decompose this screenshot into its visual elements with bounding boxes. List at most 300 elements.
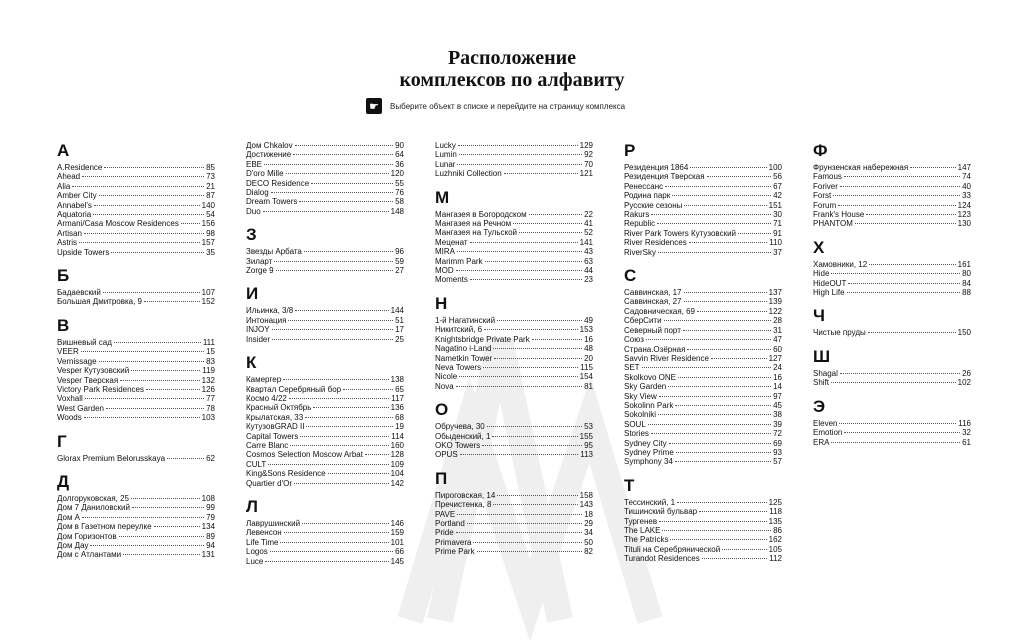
dot-leader (668, 386, 771, 387)
complex-link[interactable] (246, 335, 404, 344)
complex-link[interactable] (57, 550, 215, 559)
page-number: 137 (768, 288, 782, 298)
complex-link[interactable] (813, 269, 971, 278)
complex-name: DECO Residence (246, 178, 310, 188)
complex-link[interactable] (57, 366, 215, 375)
dot-leader (268, 464, 388, 465)
dot-leader (657, 223, 771, 224)
complex-link[interactable] (246, 141, 404, 150)
complex-link[interactable] (435, 238, 593, 247)
page-number: 95 (584, 440, 593, 450)
dot-leader (82, 517, 204, 518)
complex-name: Дом Chkalov (246, 141, 293, 150)
complex-link[interactable] (57, 248, 215, 257)
complex-link[interactable] (246, 207, 404, 216)
complex-link[interactable] (435, 316, 593, 325)
page-number: 56 (773, 172, 782, 182)
dot-leader (146, 389, 200, 390)
complex-link[interactable] (813, 260, 971, 269)
complex-link[interactable] (813, 288, 971, 297)
page-title: Расположение (447, 47, 577, 69)
complex-link[interactable] (57, 219, 215, 228)
complex-link[interactable] (246, 257, 404, 266)
index-section (435, 294, 593, 391)
complex-link[interactable] (246, 375, 404, 384)
hint-text: Выберите объект в списке и перейдите на страницу комплекса (390, 101, 626, 111)
complex-link[interactable] (624, 288, 782, 297)
complex-link[interactable] (246, 247, 404, 256)
page-number: 19 (395, 422, 404, 432)
index-section (624, 476, 782, 564)
dot-leader (276, 270, 394, 271)
complex-link[interactable] (813, 369, 971, 378)
complex-link[interactable] (246, 150, 404, 159)
page-number: 154 (579, 372, 593, 382)
dot-leader (699, 511, 767, 512)
complex-link[interactable] (624, 248, 782, 257)
dot-leader (111, 252, 204, 253)
complex-name: The LAKE (624, 526, 661, 535)
complex-link[interactable] (435, 519, 593, 528)
complex-link[interactable] (624, 182, 782, 191)
complex-link[interactable] (813, 419, 971, 428)
complex-link[interactable] (246, 557, 404, 566)
index-section (813, 306, 971, 337)
complex-link[interactable] (624, 401, 782, 410)
complex-link[interactable] (813, 219, 971, 228)
complex-link[interactable] (624, 526, 782, 535)
complex-link[interactable] (624, 410, 782, 419)
index-section (246, 353, 404, 488)
complex-name: Фрунзенская набережная (813, 163, 909, 172)
page-number: 132 (201, 375, 215, 385)
page-number: 109 (390, 459, 404, 469)
complex-link[interactable] (435, 275, 593, 284)
complex-link[interactable] (57, 503, 215, 512)
page-number: 77 (206, 394, 215, 404)
dot-leader (293, 154, 393, 155)
complex-link[interactable] (57, 522, 215, 531)
dot-leader (487, 426, 582, 427)
complex-name: Sokolniki (624, 410, 657, 420)
complex-link[interactable] (813, 172, 971, 181)
page-number: 23 (584, 275, 593, 285)
complex-link[interactable] (57, 172, 215, 181)
complex-link[interactable] (624, 507, 782, 516)
complex-link[interactable] (435, 160, 593, 169)
complex-name: Квартал Серебряный бор (246, 384, 342, 394)
index-column-3 (435, 141, 593, 566)
complex-name: Stories (624, 429, 649, 439)
complex-name: Мангазея на Речном (435, 219, 512, 229)
dot-leader (519, 232, 582, 233)
complex-link[interactable] (246, 325, 404, 334)
dot-leader (711, 358, 767, 359)
complex-name: Nova (435, 381, 454, 391)
complex-link[interactable] (624, 448, 782, 457)
complex-link[interactable] (813, 279, 971, 288)
dot-leader (132, 507, 204, 508)
page-number: 158 (579, 490, 593, 500)
dot-leader (868, 332, 956, 333)
dot-leader (311, 183, 393, 184)
complex-name: Portland (435, 518, 465, 528)
dot-leader (84, 417, 200, 418)
complex-link[interactable] (624, 545, 782, 554)
page-number: 127 (768, 353, 782, 363)
complex-name: Дом А (57, 512, 81, 522)
dot-leader (104, 167, 204, 168)
complex-link[interactable] (435, 510, 593, 519)
page-number: 74 (962, 172, 971, 182)
complex-link[interactable] (435, 335, 593, 344)
complex-name: Долгоруковская, 25 (57, 493, 129, 503)
complex-link[interactable] (813, 210, 971, 219)
complex-link[interactable] (624, 307, 782, 316)
complex-link[interactable] (813, 428, 971, 437)
complex-link[interactable] (57, 541, 215, 550)
page-number: 62 (206, 453, 215, 463)
dot-leader (272, 339, 393, 340)
index-section (435, 188, 593, 285)
complex-link[interactable] (624, 163, 782, 172)
complex-link[interactable] (435, 344, 593, 353)
dot-leader (658, 414, 771, 415)
complex-link[interactable] (435, 491, 593, 500)
complex-link[interactable] (624, 238, 782, 247)
complex-link[interactable] (246, 266, 404, 275)
complex-name: Мангазея на Тульской (435, 228, 517, 238)
complex-link[interactable] (57, 532, 215, 541)
complex-name: Саввинская, 17 (624, 288, 682, 298)
complex-link[interactable] (57, 454, 215, 463)
dot-leader (847, 292, 961, 293)
dot-leader (648, 424, 771, 425)
dot-leader (840, 186, 960, 187)
page-number: 139 (768, 297, 782, 307)
complex-link[interactable] (624, 297, 782, 306)
page-number: 47 (773, 335, 782, 345)
complex-link[interactable] (246, 528, 404, 537)
page-number: 73 (206, 172, 215, 182)
dot-leader (119, 536, 205, 537)
complex-link[interactable] (624, 457, 782, 466)
complex-name: Tituli на Серебрянической (624, 544, 721, 554)
complex-name: River Residences (624, 238, 687, 248)
dot-leader (494, 358, 582, 359)
complex-name: Красный Октябрь (246, 403, 312, 413)
complex-link[interactable] (57, 163, 215, 172)
complex-name: Dream Towers (246, 197, 298, 207)
complex-link[interactable] (435, 219, 593, 228)
dot-leader (485, 261, 583, 262)
dot-leader (123, 554, 200, 555)
complex-link[interactable] (813, 378, 971, 387)
complex-link[interactable] (435, 150, 593, 159)
dot-leader (457, 251, 582, 252)
page-number: 44 (584, 266, 593, 276)
complex-link[interactable] (624, 420, 782, 429)
page-number: 91 (773, 228, 782, 238)
complex-link[interactable] (246, 479, 404, 488)
complex-link[interactable] (435, 363, 593, 372)
complex-link[interactable] (57, 288, 215, 297)
complex-link[interactable] (435, 538, 593, 547)
page-number: 156 (201, 219, 215, 229)
dot-leader (664, 320, 772, 321)
complex-name: Logos (246, 547, 268, 557)
complex-name: Marimm Park (435, 256, 483, 266)
complex-name: Shift (813, 378, 830, 388)
page-number: 50 (584, 537, 593, 547)
complex-name: Lumin (435, 150, 457, 160)
dot-leader (473, 542, 582, 543)
dot-leader (79, 242, 200, 243)
complex-link[interactable] (246, 432, 404, 441)
complex-link[interactable] (57, 385, 215, 394)
complex-link[interactable] (435, 528, 593, 537)
index-column-1 (57, 141, 215, 569)
complex-link[interactable] (435, 500, 593, 509)
complex-name: Пироговская, 14 (435, 490, 496, 500)
dot-leader (722, 549, 766, 550)
complex-link[interactable] (813, 182, 971, 191)
complex-link[interactable] (813, 328, 971, 337)
complex-link[interactable] (246, 547, 404, 556)
complex-link[interactable] (624, 345, 782, 354)
page-number: 153 (579, 325, 593, 335)
complex-link[interactable] (624, 316, 782, 325)
complex-link[interactable] (57, 238, 215, 247)
complex-name: West Garden (57, 403, 104, 413)
complex-link[interactable] (246, 469, 404, 478)
complex-link[interactable] (246, 441, 404, 450)
complex-name: Sky Garden (624, 382, 667, 392)
complex-name: PHANTOM (813, 219, 853, 229)
section-letter: Д (57, 471, 70, 491)
page-number: 125 (768, 497, 782, 507)
complex-link[interactable] (624, 219, 782, 228)
complex-link[interactable] (624, 191, 782, 200)
complex-link[interactable] (813, 163, 971, 172)
complex-name: Крылатская, 33 (246, 412, 304, 422)
complex-link[interactable] (624, 392, 782, 401)
complex-link[interactable] (624, 335, 782, 344)
dot-leader (497, 320, 582, 321)
complex-name: Skolkovo ONE (624, 372, 677, 382)
complex-link[interactable] (624, 229, 782, 238)
complex-link[interactable] (624, 210, 782, 219)
index-section (57, 316, 215, 423)
complex-link[interactable] (246, 179, 404, 188)
page-number: 33 (962, 191, 971, 201)
complex-name: Luce (246, 556, 264, 566)
complex-link[interactable] (246, 394, 404, 403)
complex-link[interactable] (57, 394, 215, 403)
complex-link[interactable] (813, 438, 971, 447)
complex-link[interactable] (624, 554, 782, 563)
complex-link[interactable] (435, 247, 593, 256)
dot-leader (844, 432, 960, 433)
section-letter: Х (813, 237, 825, 257)
complex-name: Nagatino i-Land (435, 344, 492, 354)
dot-leader (284, 532, 389, 533)
page-number: 31 (773, 325, 782, 335)
index-section (435, 400, 593, 460)
complex-link[interactable] (435, 422, 593, 431)
complex-link[interactable] (624, 429, 782, 438)
complex-link[interactable] (435, 450, 593, 459)
complex-link[interactable] (624, 363, 782, 372)
index-section (435, 141, 593, 179)
complex-link[interactable] (246, 188, 404, 197)
complex-link[interactable] (246, 169, 404, 178)
complex-link[interactable] (624, 517, 782, 526)
page-number: 61 (962, 437, 971, 447)
complex-link[interactable] (624, 201, 782, 210)
section-letter: К (246, 353, 257, 373)
section-letter: Т (624, 475, 635, 495)
complex-link[interactable] (435, 325, 593, 334)
complex-link[interactable] (624, 498, 782, 507)
complex-name: Lucky (435, 141, 456, 150)
complex-link[interactable] (57, 494, 215, 503)
complex-link[interactable] (57, 201, 215, 210)
page-number: 67 (773, 181, 782, 191)
complex-link[interactable] (624, 382, 782, 391)
dot-leader (844, 176, 960, 177)
complex-link[interactable] (246, 403, 404, 412)
complex-link[interactable] (246, 413, 404, 422)
page-number: 101 (390, 537, 404, 547)
complex-link[interactable] (435, 372, 593, 381)
complex-link[interactable] (435, 547, 593, 556)
complex-link[interactable] (57, 413, 215, 422)
complex-link[interactable] (57, 404, 215, 413)
complex-link[interactable] (435, 441, 593, 450)
dot-leader (90, 545, 204, 546)
complex-name: Rakurs (624, 210, 650, 220)
page-number: 51 (395, 315, 404, 325)
dot-leader (72, 186, 204, 187)
page-number: 25 (395, 334, 404, 344)
complex-link[interactable] (435, 382, 593, 391)
dot-leader (659, 521, 767, 522)
complex-name: Пречистенка, 8 (435, 500, 492, 510)
complex-link[interactable] (624, 326, 782, 335)
complex-link[interactable] (57, 297, 215, 306)
complex-link[interactable] (624, 439, 782, 448)
complex-link[interactable] (246, 519, 404, 528)
complex-link[interactable] (624, 373, 782, 382)
complex-link[interactable] (57, 210, 215, 219)
complex-link[interactable] (57, 347, 215, 356)
complex-name: Дом с Атлантами (57, 550, 122, 560)
page-number: 81 (584, 381, 593, 391)
page-number: 140 (201, 200, 215, 210)
complex-link[interactable] (246, 450, 404, 459)
complex-name: Интонация (246, 315, 287, 325)
page-number: 141 (579, 237, 593, 247)
complex-link[interactable] (57, 191, 215, 200)
complex-link[interactable] (246, 160, 404, 169)
complex-link[interactable] (813, 191, 971, 200)
complex-link[interactable] (435, 257, 593, 266)
complex-link[interactable] (246, 306, 404, 315)
complex-name: Достижение (246, 150, 292, 160)
dot-leader (833, 195, 960, 196)
dot-leader (684, 205, 766, 206)
complex-link[interactable] (624, 172, 782, 181)
index-section (813, 141, 971, 229)
complex-link[interactable] (57, 376, 215, 385)
dot-leader (483, 367, 578, 368)
complex-name: Frank's House (813, 210, 865, 220)
complex-link[interactable] (246, 460, 404, 469)
complex-link[interactable] (246, 538, 404, 547)
complex-link[interactable] (435, 228, 593, 237)
complex-link[interactable] (435, 266, 593, 275)
complex-link[interactable] (435, 354, 593, 363)
dot-leader (470, 242, 578, 243)
dot-leader (99, 361, 205, 362)
page-number: 123 (957, 210, 971, 220)
dot-leader (84, 233, 204, 234)
complex-name: Хамовники, 12 (813, 259, 868, 269)
page-number: 76 (395, 188, 404, 198)
page-number: 147 (957, 163, 971, 172)
dot-leader (154, 526, 200, 527)
section-letter: В (57, 315, 70, 335)
page-number: 110 (769, 238, 782, 248)
index-section (57, 432, 215, 463)
complex-link[interactable] (57, 338, 215, 347)
section-letter: Л (246, 496, 258, 516)
page-number: 22 (584, 209, 593, 219)
complex-link[interactable] (624, 354, 782, 363)
complex-link[interactable] (246, 316, 404, 325)
index-section (813, 238, 971, 298)
page-number: 82 (584, 547, 593, 557)
page-number: 104 (390, 469, 404, 479)
complex-link[interactable] (813, 201, 971, 210)
page-number: 45 (773, 400, 782, 410)
complex-link[interactable] (246, 197, 404, 206)
complex-link[interactable] (57, 513, 215, 522)
complex-link[interactable] (246, 422, 404, 431)
complex-link[interactable] (435, 432, 593, 441)
complex-link[interactable] (624, 535, 782, 544)
complex-name: Страна.Озёрная (624, 344, 686, 354)
page-number: 15 (206, 347, 215, 357)
section-letter: Ш (813, 346, 831, 366)
complex-link[interactable] (246, 385, 404, 394)
dot-leader (840, 373, 960, 374)
complex-link[interactable] (57, 357, 215, 366)
complex-name: Саввинская, 27 (624, 297, 682, 307)
complex-name: Дом в Газетном переулке (57, 522, 152, 532)
complex-name: Amber City (57, 191, 97, 201)
complex-link[interactable] (57, 182, 215, 191)
dot-leader (470, 279, 582, 280)
complex-link[interactable] (435, 141, 593, 150)
section-letter: Р (624, 141, 636, 160)
page-number: 26 (962, 368, 971, 378)
complex-link[interactable] (435, 169, 593, 178)
complex-link[interactable] (435, 210, 593, 219)
complex-name: Вишневый сад (57, 337, 112, 347)
complex-link[interactable] (57, 229, 215, 238)
